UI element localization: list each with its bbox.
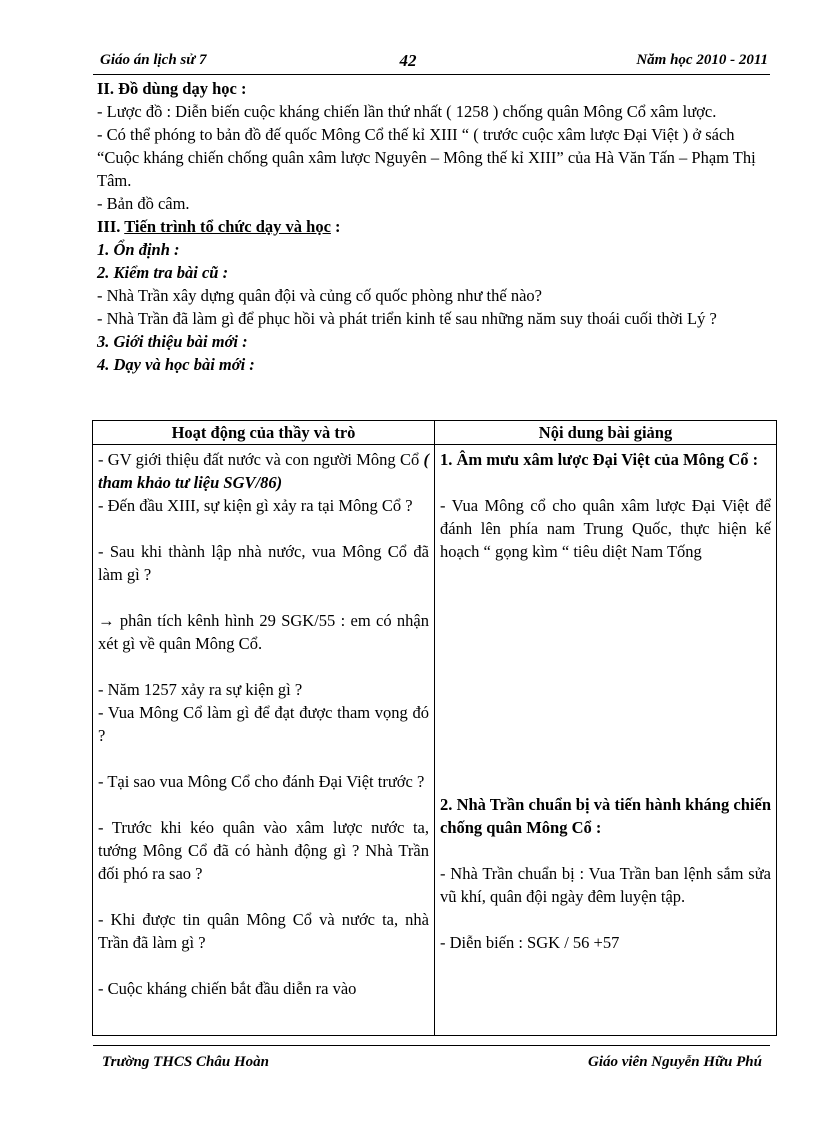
activity-8: - Trước khi kéo quân vào xâm lược nước ta, tướng Mông Cổ đã có hành động gì ? Nhà Trần đối phó ra sao ? [98,818,429,883]
section3-title [97,215,777,238]
activity-5: - Năm 1257 xảy ra sự kiện gì ? [98,680,303,699]
review-question-2: - Nhà Trần đã làm gì để phục hồi và phát triển kinh tế sau những năm suy thoái cuối thời Lý ? [97,309,717,328]
teacher-student-activities [93,445,435,1036]
activity-10: - Cuộc kháng chiến bắt đầu diễn ra vào [98,979,357,998]
table-row [93,445,777,1036]
header-right: Năm học 2010 - 2011 [636,52,768,68]
step-2: 2. Kiểm tra bài cũ : [97,263,229,282]
step-4: 4. Dạy và học bài mới : [97,355,255,374]
section2-line-3: - Bản đồ câm. [97,194,190,213]
activity-1-text: - GV giới thiệu đất nước và con người Mông Cổ [98,450,424,469]
activity-1-ref: ( tham khảo tư liệu SGV/86) [98,450,429,492]
content-3: - Diễn biến : SGK / 56 +57 [440,933,620,952]
header-rule [93,74,770,75]
activity-3: - Sau khi thành lập nhà nước, vua Mông Cổ đã làm gì ? [98,542,429,584]
content-heading-1: 1. Âm mưu xâm lược Đại Việt của Mông Cổ : [440,450,759,469]
activity-9: - Khi được tin quân Mông Cổ và nước ta, nhà Trần đã làm gì ? [98,910,429,952]
step-1: 1. Ổn định : [97,240,180,259]
review-question-1: - Nhà Trần xây dựng quân đội và củng cố quốc phòng như thế nào? [97,286,542,305]
document-body [97,77,777,376]
section2-line-2: - Có thể phóng to bản đồ đế quốc Mông Cổ thế kỉ XIII “ ( trước cuộc xâm lược Đại Việt ) ở sách “Cuộc kháng chiến chống quân xâm lược Nguyên – Mông thế kỉ XIII” của Hà Văn Tấn – Phạm Thị Tâm. [97,125,756,190]
table-header-row [93,421,777,445]
activity-4-text: phân tích kênh hình 29 SGK/55 : em có nhận xét gì về quân Mông Cổ. [98,611,429,653]
arrow-icon: → [98,611,115,630]
activity-6: - Vua Mông Cổ làm gì để đạt được tham vọng đó ? [98,703,429,745]
section2-title: II. Đồ dùng dạy học : [97,79,247,98]
activity-2: - Đến đầu XIII, sự kiện gì xảy ra tại Mông Cổ ? [98,496,413,515]
footer-rule [93,1045,770,1046]
section3-title-text: Tiến trình tổ chức dạy và học [124,217,331,236]
section3-prefix: III. [97,217,121,236]
page-number: 42 [399,51,417,70]
lesson-table [92,420,777,1036]
activity-7: - Tại sao vua Mông Cổ cho đánh Đại Việt trước ? [98,772,425,791]
content-2: - Nhà Trần chuẩn bị : Vua Trần ban lệnh sắm sửa vũ khí, quân đội ngày đêm luyện tập. [440,864,771,906]
header-left: Giáo án lịch sử 7 [100,52,207,68]
activity-4 [98,609,429,655]
content-1: - Vua Mông cổ cho quân xâm lược Đại Việt để đánh lên phía nam Trung Quốc, thực hiện kế hoạch “ gọng kìm “ tiêu diệt Nam Tống [440,496,771,561]
step-3: 3. Giới thiệu bài mới : [97,332,248,351]
activity-1 [98,448,429,494]
footer-right: Giáo viên Nguyễn Hữu Phú [587,1054,762,1070]
footer-left: Trường THCS Châu Hoàn [102,1054,269,1070]
section2-line-1: - Lược đồ : Diễn biến cuộc kháng chiến lần thứ nhất ( 1258 ) chống quân Mông Cổ xâm lược. [97,102,717,121]
lesson-content [435,445,777,1036]
section3-suffix: : [330,217,341,236]
col1-header: Hoạt động của thầy và trò [93,421,435,445]
col2-header: Nội dung bài giảng [435,421,777,445]
content-heading-2: 2. Nhà Trần chuẩn bị và tiến hành kháng chiến chống quân Mông Cổ : [440,795,771,837]
